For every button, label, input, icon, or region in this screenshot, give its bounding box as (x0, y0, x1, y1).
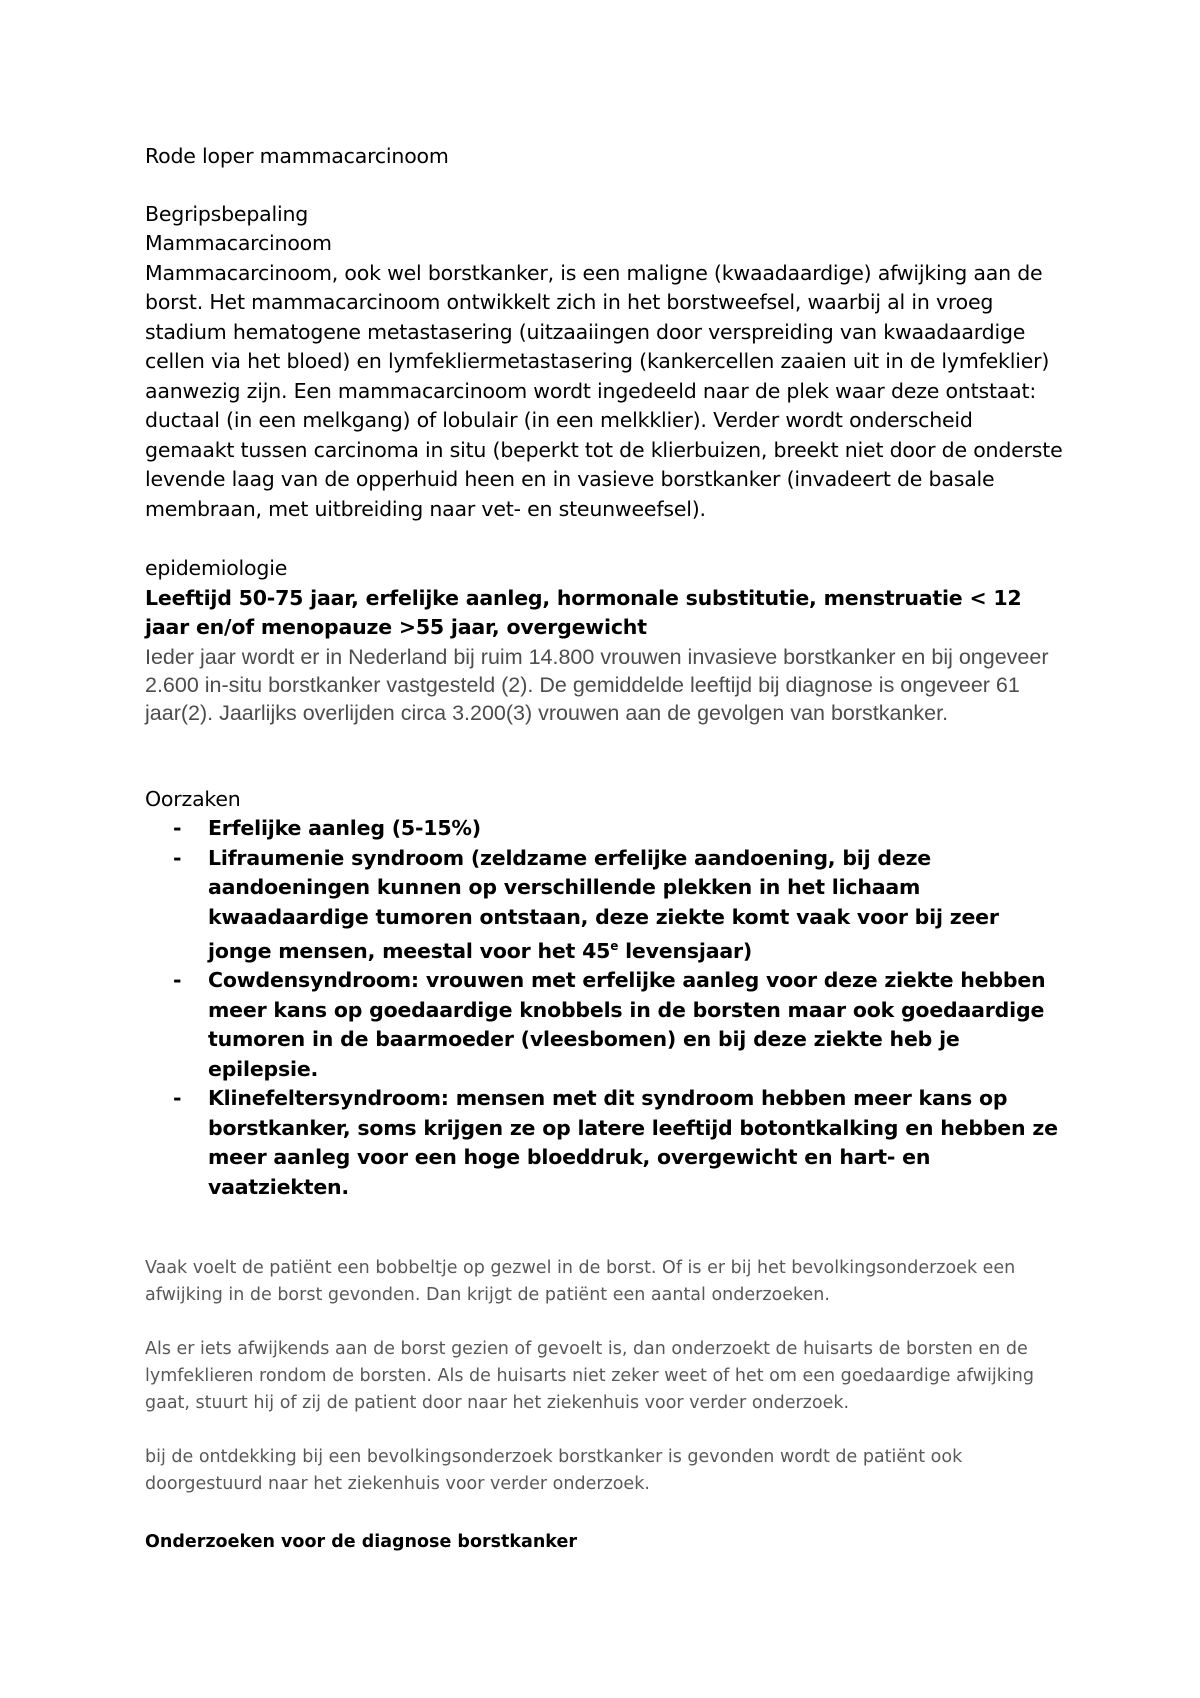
list-item-text-tail: levensjaar) (618, 938, 753, 963)
bullet-dash: - (173, 1086, 182, 1111)
section-heading-begripsbepaling: Begripsbepaling (145, 201, 309, 226)
document-title: Rode loper mammacarcinoom (145, 144, 449, 168)
causes-list (145, 814, 1065, 1202)
paragraph-huisarts: Als er iets afwijkends aan de borst gezien of gevoelt is, dan onderzoekt de huisarts de borsten en de lymfeklieren rondom de borsten. Als de huisarts niet zeker weet of het om een goedaardige afwijking gaat, stuurt hij of zij de patient door naar het ziekenhuis voor verder onderzoek. (145, 1339, 1034, 1414)
list-item-text: Erfelijke aanleg (5-15%) (208, 816, 481, 840)
epidemiology-paragraph: Ieder jaar wordt er in Nederland bij ruim 14.800 vrouwen invasieve borstkanker en bij ongeveer 2.600 in-situ borstkanker vastgesteld (2). De gemiddelde leeftijd bij diagnose is ongeveer 61 jaar(2). Jaarlijks overlijden circa 3.200(3) vrouwen aan de gevolgen van borstkanker. (145, 644, 1049, 725)
bullet-dash: - (173, 845, 182, 870)
section-heading-epidemiologie: epidemiologie (145, 556, 288, 580)
list-item-text: Lifraumenie syndroom (zeldzame erfelijke aandoening, bij deze aandoeningen kunnen op verschillende plekken in het lichaam kwaadaardige tumoren ontstaan, deze ziekte komt vaak voor bij zeer jonge mensen, meestal voor het 45 (208, 845, 999, 963)
paragraph-symptoms: Vaak voelt de patiënt een bobbeltje op gezwel in de borst. Of is er bij het bevolkingsonderzoek een afwijking in de borst gevonden. Dan krijgt de patiënt een aantal onderzoeken. (145, 1258, 1016, 1306)
list-item (145, 844, 1065, 967)
risk-factors-paragraph: Leeftijd 50-75 jaar, erfelijke aanleg, hormonale substitutie, menstruatie < 12 jaar en/of menopauze >55 jaar, overgewicht (145, 585, 1022, 639)
list-item (145, 966, 1065, 1084)
list-item (145, 814, 1065, 844)
bullet-dash: - (173, 816, 182, 840)
list-item-text: Cowdensyndroom: vrouwen met erfelijke aanleg voor deze ziekte hebben meer kans op goedaardige knobbels in de borsten maar ook goedaardige tumoren in de baarmoeder (vleesbomen) en bij deze ziekte heb je epilepsie. (208, 968, 1046, 1081)
paragraph-bevolkingsonderzoek: bij de ontdekking bij een bevolkingsonderzoek borstkanker is gevonden wordt de patiënt ook doorgestuurd naar het ziekenhuis voor verder onderzoek. (145, 1447, 963, 1495)
document-page (145, 142, 1065, 1556)
list-item-text: Klinefeltersyndroom: mensen met dit syndroom hebben meer kans op borstkanker, soms krijgen ze op latere leeftijd botontkalking en hebben ze meer aanleg voor een hoge bloeddruk, overgewicht en hart- en vaatziekten. (208, 1086, 1058, 1199)
list-item (145, 1084, 1065, 1202)
subheading-mammacarcinoom: Mammacarcinoom (145, 231, 332, 255)
bullet-dash: - (173, 968, 182, 993)
definition-paragraph: Mammacarcinoom, ook wel borstkanker, is een maligne (kwaadaardige) afwijking aan de borst. Het mammacarcinoom ontwikkelt zich in het borstweefsel, waarbij al in vroeg stadium hematogene metastasering (uitzaaiingen door verspreiding van kwaadaardige cellen via het bloed) en lymfekliermetastasering (kankercellen zaaien uit in de lymfeklier) aanwezig zijn. Een mammacarcinoom wordt ingedeeld naar de plek waar deze ontstaat: ductaal (in een melkgang) of lobulair (in een melkklier). Verder wordt onderscheid gemaakt tussen carcinoma in situ (beperkt tot de klierbuizen, breekt niet door de onderste levende laag van de opperhuid heen en in vasieve borstkanker (invadeert de basale membraan, met uitbreiding naar vet- en steunweefsel). (145, 260, 1063, 521)
superscript-e: e (610, 939, 619, 953)
final-heading: Onderzoeken voor de diagnose borstkanker (145, 1532, 577, 1553)
section-heading-oorzaken: Oorzaken (145, 786, 241, 811)
